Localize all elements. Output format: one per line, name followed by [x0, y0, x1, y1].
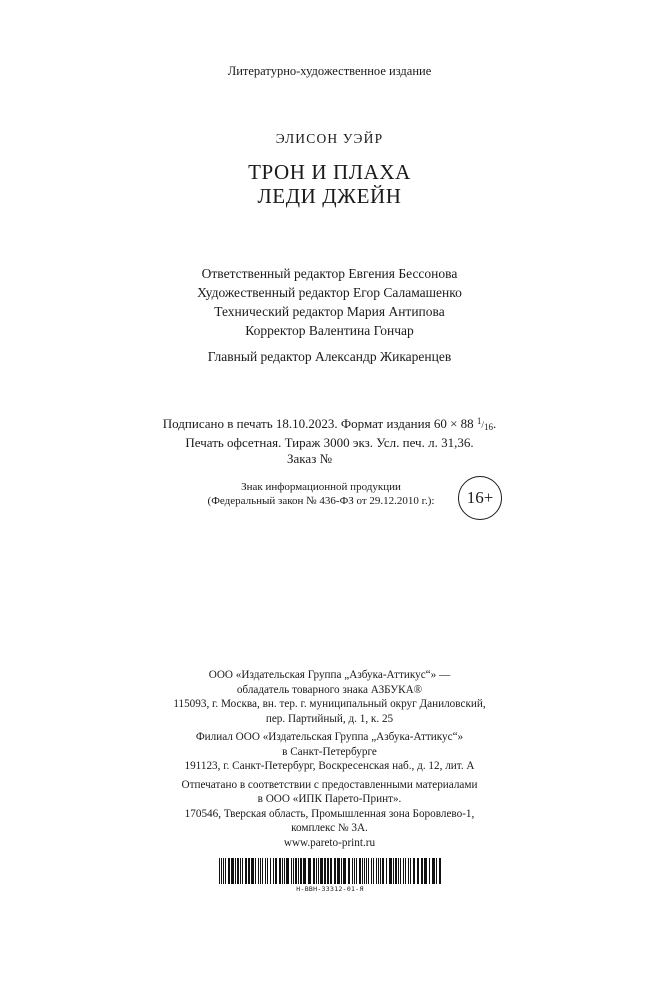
barcode-bar: [362, 858, 363, 884]
barcode-bar: [378, 858, 379, 884]
barcode-bar: [359, 858, 361, 884]
barcode-bar: [242, 858, 243, 884]
barcode-bar: [398, 858, 399, 884]
barcode-bar: [313, 858, 315, 884]
barcode-bar: [356, 858, 357, 884]
barcode-bar: [371, 858, 372, 884]
barcode-bars: [219, 858, 441, 884]
barcode-bar: [337, 858, 340, 884]
barcode-bar: [219, 858, 220, 884]
age-rating-text: 16+: [466, 488, 494, 507]
barcode-bar: [221, 858, 222, 884]
book-title: [0, 160, 659, 208]
barcode-bar: [352, 858, 353, 884]
staff-line: Технический редактор Мария Антипова: [214, 304, 445, 319]
barcode-bar: [400, 858, 401, 884]
barcode-bar: [432, 858, 435, 884]
barcode-bar: [298, 858, 299, 884]
barcode-bar: [334, 858, 336, 884]
printer-info: [0, 778, 659, 851]
barcode-bar: [255, 858, 256, 884]
barcode-bar: [237, 858, 239, 884]
fraction-denominator: 16: [483, 422, 493, 432]
barcode-bar: [248, 858, 250, 884]
imprint-line: ООО «Издательская Группа „Азбука-Аттикус“» —: [208, 669, 451, 681]
staff-line: Художественный редактор Егор Саламашенко: [197, 285, 462, 300]
title-line-2: ЛЕДИ ДЖЕЙН: [257, 184, 402, 208]
imprint-line: в ООО «ИПК Парето-Принт».: [257, 793, 402, 805]
print-line-1: Подписано в печать 18.10.2023. Формат издания 60 × 88 $^1$/16.: [162, 416, 497, 432]
fraction-numerator: 1: [476, 416, 482, 426]
barcode-bar: [366, 858, 367, 884]
barcode-bar: [300, 858, 302, 884]
branch-info: [0, 730, 659, 774]
barcode-bar: [393, 858, 394, 884]
barcode-bar: [320, 858, 323, 884]
barcode-bar: [231, 858, 234, 884]
barcode-bar: [260, 858, 261, 884]
barcode-bar: [308, 858, 311, 884]
barcode-bar: [293, 858, 294, 884]
barcode-bar: [258, 858, 259, 884]
imprint-line: в Санкт-Петербурге: [282, 745, 377, 758]
barcode-bar: [341, 858, 342, 884]
order-number: Заказ №: [287, 451, 332, 466]
info-product-sign: [190, 480, 452, 508]
barcode-bar: [318, 858, 319, 884]
barcode-bar: [251, 858, 254, 884]
barcode-bar: [429, 858, 430, 884]
barcode-bar: [410, 858, 411, 884]
barcode-bar: [265, 858, 266, 884]
imprint-line: 115093, г. Москва, вн. тер. г. муниципальный округ Даниловский,: [173, 698, 486, 710]
barcode-bar: [408, 858, 409, 884]
barcode-bar: [223, 858, 224, 884]
barcode-bar: [421, 858, 423, 884]
barcode-bar: [262, 858, 263, 884]
barcode-bar: [382, 858, 384, 884]
print-line-2: Печать офсетная. Тираж 3000 экз. Усл. печ. л. 31,36.: [185, 435, 474, 450]
barcode-bar: [348, 858, 350, 884]
barcode-bar: [368, 858, 369, 884]
imprint-line: Филиал ООО «Издательская Группа „Азбука-Аттикус“»: [195, 731, 464, 743]
barcode-bar: [245, 858, 247, 884]
barcode-bar: [235, 858, 236, 884]
print-format-text: Подписано в печать 18.10.2023. Формат издания 60 × 88: [162, 416, 474, 431]
barcode-bar: [324, 858, 326, 884]
barcode-bar: [413, 858, 415, 884]
imprint-line: Отпечатано в соответствии с предоставленными материалами: [181, 778, 478, 791]
barcode-bar: [343, 858, 346, 884]
barcode-bar: [240, 858, 241, 884]
title-line-1: ТРОН И ПЛАХА: [248, 160, 411, 184]
genre-label: Литературно-художественное издание: [227, 64, 432, 78]
barcode-bar: [282, 858, 283, 884]
barcode-bar: [389, 858, 392, 884]
imprint-line: пер. Партийный, д. 1, к. 25: [265, 712, 394, 725]
barcode-bar: [316, 858, 317, 884]
staff-line: Ответственный редактор Евгения Бессонова: [201, 266, 458, 281]
barcode-bar: [286, 858, 289, 884]
barcode-bar: [386, 858, 387, 884]
barcode-text: Н-ВВН-33312-01-Я: [296, 885, 364, 893]
barcode-bar: [273, 858, 274, 884]
barcode-bar: [403, 858, 404, 884]
print-line-1-end: .: [492, 416, 497, 431]
barcode-bar: [228, 858, 230, 884]
print-info: [0, 413, 659, 467]
barcode-bar: [417, 858, 419, 884]
editorial-staff: [0, 264, 659, 366]
barcode-bar: [436, 858, 437, 884]
barcode-bar: [275, 858, 277, 884]
imprint-block: [0, 668, 659, 850]
barcode-bar: [303, 858, 306, 884]
barcode-bar: [327, 858, 329, 884]
sign-line-1: Знак информационной продукции: [241, 481, 401, 493]
barcode-bar: [291, 858, 292, 884]
barcode-bar: [373, 858, 374, 884]
imprint-line: обладатель товарного знака АЗБУКА®: [236, 683, 423, 696]
barcode-bar: [424, 858, 427, 884]
barcode-bar: [330, 858, 332, 884]
barcode-bar: [405, 858, 406, 884]
author-name: ЭЛИСОН УЭЙР: [275, 131, 384, 146]
barcode-bar: [364, 858, 365, 884]
barcode-bar: [267, 858, 268, 884]
barcode-bar: [284, 858, 285, 884]
imprint-line: 191123, г. Санкт-Петербург, Воскресенская наб., д. 12, лит. А: [184, 760, 475, 772]
barcode-bar: [279, 858, 281, 884]
barcode: [219, 858, 441, 893]
barcode-bar: [439, 858, 441, 884]
imprint-line: комплекс № 3А.: [291, 822, 368, 834]
barcode-bar: [380, 858, 381, 884]
barcode-bar: [354, 858, 355, 884]
printer-website: www.pareto-print.ru: [283, 836, 376, 849]
barcode-bar: [270, 858, 271, 884]
imprint-line: 170546, Тверская область, Промышленная зона Боровлево-1,: [184, 807, 475, 820]
barcode-bar: [225, 858, 226, 884]
sign-line-2: (Федеральный закон № 436-ФЗ от 29.12.2010 г.):: [207, 495, 435, 507]
barcode-bar: [295, 858, 297, 884]
barcode-bar: [376, 858, 377, 884]
publisher-info: [0, 668, 659, 726]
age-rating-badge: [458, 476, 502, 520]
staff-line: Корректор Валентина Гончар: [245, 323, 414, 338]
chief-editor: Главный редактор Александр Жикаренцев: [207, 349, 452, 364]
barcode-bar: [395, 858, 397, 884]
